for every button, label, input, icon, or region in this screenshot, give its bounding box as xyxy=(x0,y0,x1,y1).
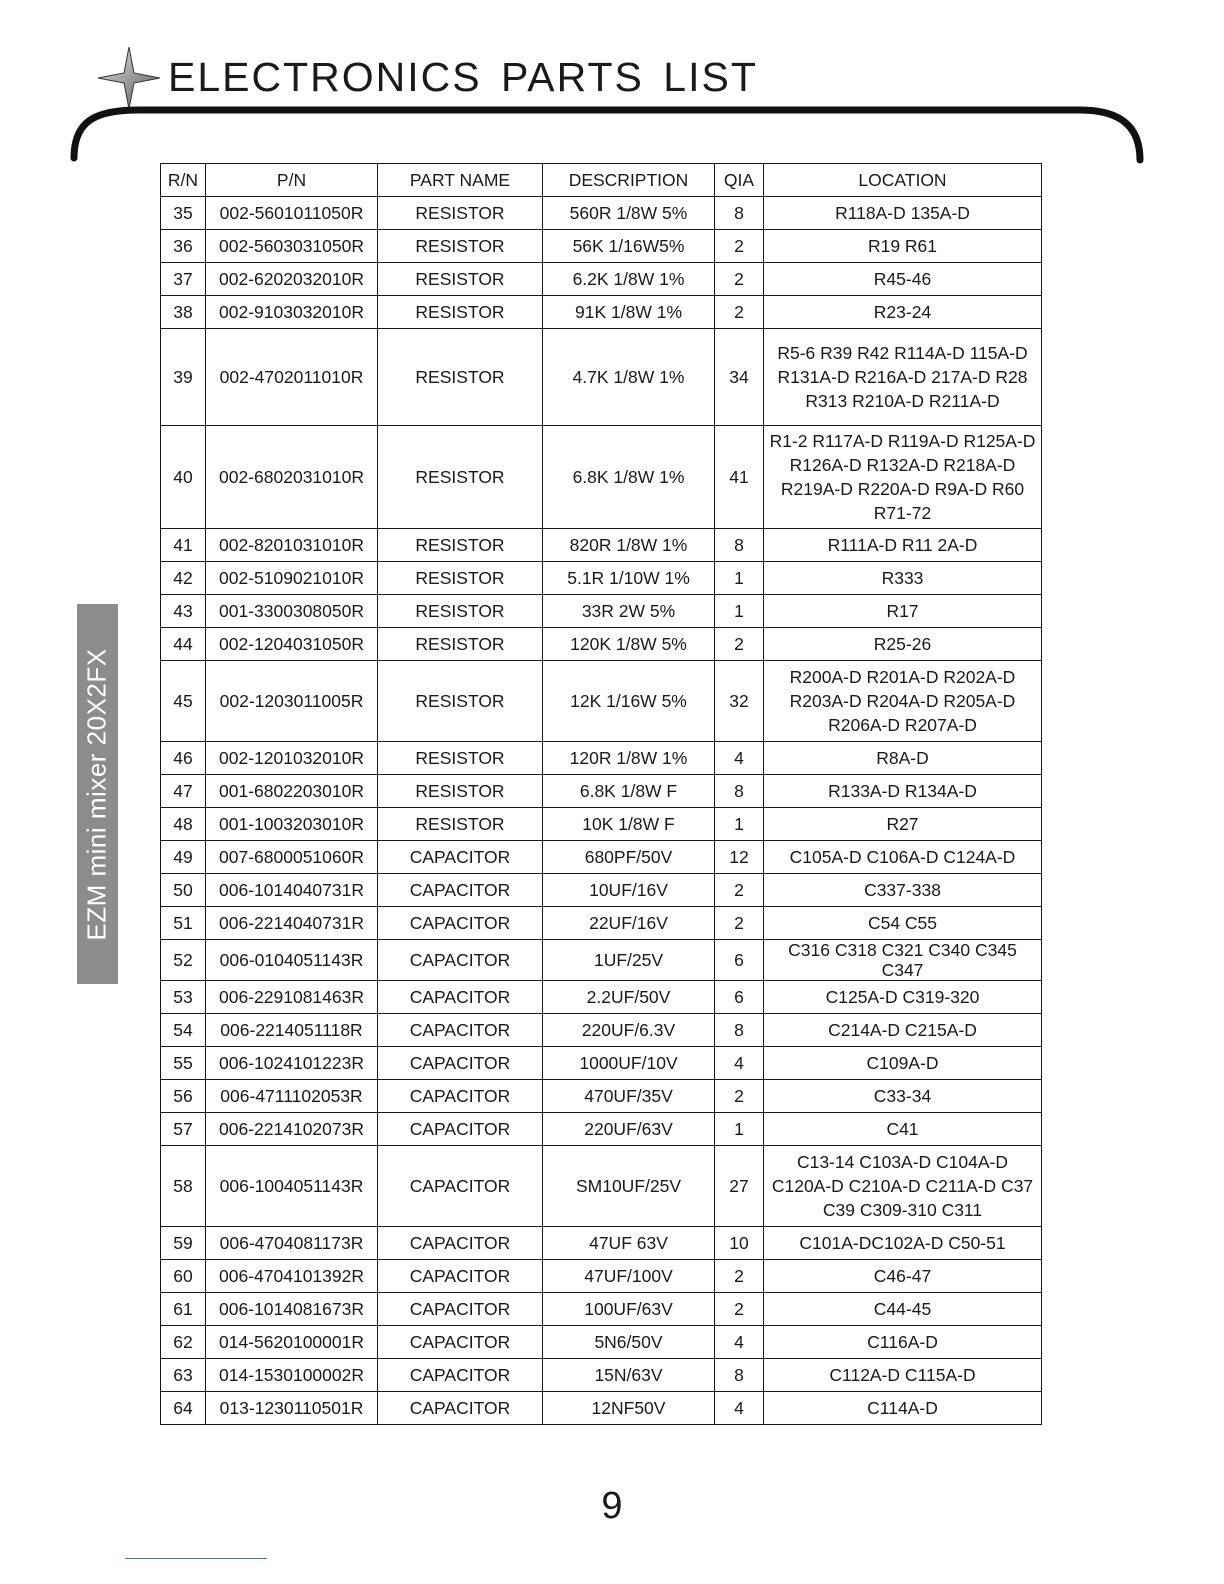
description-cell: 33R 2W 5% xyxy=(543,595,715,628)
description-cell: 470UF/35V xyxy=(543,1080,715,1113)
part-name-cell: RESISTOR xyxy=(378,529,543,562)
part-number-cell: 002-5603031050R xyxy=(206,230,378,263)
table-row xyxy=(161,1113,1042,1146)
row-number-cell: 42 xyxy=(161,562,206,595)
quantity-cell: 2 xyxy=(715,1260,764,1293)
part-number-cell: 013-1230110501R xyxy=(206,1392,378,1425)
description-cell: 5.1R 1/10W 1% xyxy=(543,562,715,595)
description-cell: 6.2K 1/8W 1% xyxy=(543,263,715,296)
location-cell: C114A-D xyxy=(764,1392,1042,1425)
quantity-cell: 8 xyxy=(715,1359,764,1392)
location-cell: C337-338 xyxy=(764,874,1042,907)
quantity-cell: 4 xyxy=(715,1392,764,1425)
table-row xyxy=(161,529,1042,562)
part-name-cell: CAPACITOR xyxy=(378,1113,543,1146)
description-cell: 15N/63V xyxy=(543,1359,715,1392)
row-number-cell: 56 xyxy=(161,1080,206,1113)
part-number-cell: 002-4702011010R xyxy=(206,329,378,426)
quantity-cell: 10 xyxy=(715,1227,764,1260)
description-cell: 820R 1/8W 1% xyxy=(543,529,715,562)
part-name-cell: CAPACITOR xyxy=(378,1146,543,1227)
column-header: DESCRIPTION xyxy=(543,164,715,197)
location-cell: R45-46 xyxy=(764,263,1042,296)
row-number-cell: 38 xyxy=(161,296,206,329)
part-name-cell: CAPACITOR xyxy=(378,1080,543,1113)
location-cell: C116A-D xyxy=(764,1326,1042,1359)
part-name-cell: CAPACITOR xyxy=(378,1359,543,1392)
row-number-cell: 49 xyxy=(161,841,206,874)
quantity-cell: 8 xyxy=(715,1014,764,1047)
quantity-cell: 41 xyxy=(715,426,764,529)
description-cell: 22UF/16V xyxy=(543,907,715,940)
part-number-cell: 002-1203011005R xyxy=(206,661,378,742)
part-number-cell: 014-5620100001R xyxy=(206,1326,378,1359)
part-number-cell: 002-1204031050R xyxy=(206,628,378,661)
part-name-cell: RESISTOR xyxy=(378,329,543,426)
part-number-cell: 006-4711102053R xyxy=(206,1080,378,1113)
table-row xyxy=(161,1014,1042,1047)
part-name-cell: CAPACITOR xyxy=(378,874,543,907)
footer-rule xyxy=(125,1558,267,1559)
table-header-row xyxy=(161,164,1042,197)
location-cell: R23-24 xyxy=(764,296,1042,329)
row-number-cell: 43 xyxy=(161,595,206,628)
table-row xyxy=(161,907,1042,940)
description-cell: 2.2UF/50V xyxy=(543,981,715,1014)
description-cell: 56K 1/16W5% xyxy=(543,230,715,263)
row-number-cell: 52 xyxy=(161,940,206,981)
row-number-cell: 51 xyxy=(161,907,206,940)
quantity-cell: 34 xyxy=(715,329,764,426)
table-row xyxy=(161,1146,1042,1227)
part-name-cell: CAPACITOR xyxy=(378,1047,543,1080)
location-cell: R19 R61 xyxy=(764,230,1042,263)
part-name-cell: CAPACITOR xyxy=(378,1392,543,1425)
quantity-cell: 2 xyxy=(715,296,764,329)
row-number-cell: 37 xyxy=(161,263,206,296)
part-name-cell: RESISTOR xyxy=(378,595,543,628)
location-cell: C41 xyxy=(764,1113,1042,1146)
part-number-cell: 006-2214051118R xyxy=(206,1014,378,1047)
column-header: QIA xyxy=(715,164,764,197)
part-name-cell: RESISTOR xyxy=(378,661,543,742)
quantity-cell: 4 xyxy=(715,742,764,775)
part-name-cell: RESISTOR xyxy=(378,775,543,808)
part-number-cell: 002-9103032010R xyxy=(206,296,378,329)
part-name-cell: CAPACITOR xyxy=(378,841,543,874)
description-cell: 120K 1/8W 5% xyxy=(543,628,715,661)
part-name-cell: RESISTOR xyxy=(378,296,543,329)
row-number-cell: 60 xyxy=(161,1260,206,1293)
part-number-cell: 006-1024101223R xyxy=(206,1047,378,1080)
part-number-cell: 014-1530100002R xyxy=(206,1359,378,1392)
part-number-cell: 006-1004051143R xyxy=(206,1146,378,1227)
part-number-cell: 006-2214040731R xyxy=(206,907,378,940)
table-row xyxy=(161,562,1042,595)
part-name-cell: RESISTOR xyxy=(378,562,543,595)
description-cell: 220UF/63V xyxy=(543,1113,715,1146)
table-row xyxy=(161,1080,1042,1113)
description-cell: 680PF/50V xyxy=(543,841,715,874)
description-cell: 4.7K 1/8W 1% xyxy=(543,329,715,426)
quantity-cell: 6 xyxy=(715,940,764,981)
row-number-cell: 41 xyxy=(161,529,206,562)
table-row xyxy=(161,1047,1042,1080)
part-name-cell: RESISTOR xyxy=(378,742,543,775)
part-number-cell: 002-8201031010R xyxy=(206,529,378,562)
row-number-cell: 59 xyxy=(161,1227,206,1260)
side-tab xyxy=(77,604,118,984)
description-cell: 12K 1/16W 5% xyxy=(543,661,715,742)
column-header: P/N xyxy=(206,164,378,197)
table-row xyxy=(161,1260,1042,1293)
quantity-cell: 2 xyxy=(715,907,764,940)
quantity-cell: 2 xyxy=(715,230,764,263)
table-row xyxy=(161,628,1042,661)
part-name-cell: RESISTOR xyxy=(378,230,543,263)
row-number-cell: 54 xyxy=(161,1014,206,1047)
table-row xyxy=(161,1227,1042,1260)
quantity-cell: 2 xyxy=(715,1080,764,1113)
description-cell: 47UF 63V xyxy=(543,1227,715,1260)
part-name-cell: CAPACITOR xyxy=(378,1326,543,1359)
location-cell: R8A-D xyxy=(764,742,1042,775)
part-number-cell: 002-1201032010R xyxy=(206,742,378,775)
table-row xyxy=(161,230,1042,263)
row-number-cell: 39 xyxy=(161,329,206,426)
part-name-cell: RESISTOR xyxy=(378,628,543,661)
quantity-cell: 8 xyxy=(715,775,764,808)
table-row xyxy=(161,1392,1042,1425)
table-row xyxy=(161,981,1042,1014)
location-cell: R1-2 R117A-D R119A-D R125A-D R126A-D R132A-D R218A-D R219A-D R220A-D R9A-D R60 R71-72 xyxy=(764,426,1042,529)
quantity-cell: 2 xyxy=(715,874,764,907)
location-cell: C54 C55 xyxy=(764,907,1042,940)
description-cell: SM10UF/25V xyxy=(543,1146,715,1227)
row-number-cell: 46 xyxy=(161,742,206,775)
row-number-cell: 53 xyxy=(161,981,206,1014)
location-cell: R111A-D R11 2A-D xyxy=(764,529,1042,562)
quantity-cell: 4 xyxy=(715,1326,764,1359)
location-cell: R5-6 R39 R42 R114A-D 115A-D R131A-D R216A-D 217A-D R28 R313 R210A-D R211A-D xyxy=(764,329,1042,426)
table-row xyxy=(161,742,1042,775)
location-cell: C44-45 xyxy=(764,1293,1042,1326)
part-number-cell: 001-3300308050R xyxy=(206,595,378,628)
row-number-cell: 40 xyxy=(161,426,206,529)
page-number: 9 xyxy=(601,1485,623,1527)
part-name-cell: CAPACITOR xyxy=(378,1227,543,1260)
part-number-cell: 006-1014040731R xyxy=(206,874,378,907)
part-number-cell: 007-6800051060R xyxy=(206,841,378,874)
description-cell: 47UF/100V xyxy=(543,1260,715,1293)
table-row xyxy=(161,1326,1042,1359)
location-cell: C33-34 xyxy=(764,1080,1042,1113)
location-cell: C125A-D C319-320 xyxy=(764,981,1042,1014)
table-row xyxy=(161,197,1042,230)
location-cell: R333 xyxy=(764,562,1042,595)
table-row xyxy=(161,1359,1042,1392)
part-number-cell: 002-5601011050R xyxy=(206,197,378,230)
table-row xyxy=(161,263,1042,296)
part-number-cell: 006-0104051143R xyxy=(206,940,378,981)
part-number-cell: 001-1003203010R xyxy=(206,808,378,841)
part-name-cell: RESISTOR xyxy=(378,808,543,841)
description-cell: 120R 1/8W 1% xyxy=(543,742,715,775)
row-number-cell: 50 xyxy=(161,874,206,907)
quantity-cell: 2 xyxy=(715,628,764,661)
parts-table xyxy=(160,163,1042,1425)
description-cell: 1000UF/10V xyxy=(543,1047,715,1080)
location-cell: C46-47 xyxy=(764,1260,1042,1293)
row-number-cell: 44 xyxy=(161,628,206,661)
part-name-cell: RESISTOR xyxy=(378,197,543,230)
table-row xyxy=(161,1293,1042,1326)
quantity-cell: 1 xyxy=(715,808,764,841)
description-cell: 220UF/6.3V xyxy=(543,1014,715,1047)
row-number-cell: 57 xyxy=(161,1113,206,1146)
quantity-cell: 2 xyxy=(715,1293,764,1326)
location-cell: R200A-D R201A-D R202A-D R203A-D R204A-D R205A-D R206A-D R207A-D xyxy=(764,661,1042,742)
description-cell: 5N6/50V xyxy=(543,1326,715,1359)
location-cell: R25-26 xyxy=(764,628,1042,661)
location-cell: R133A-D R134A-D xyxy=(764,775,1042,808)
location-cell: R17 xyxy=(764,595,1042,628)
quantity-cell: 32 xyxy=(715,661,764,742)
quantity-cell: 1 xyxy=(715,595,764,628)
description-cell: 10UF/16V xyxy=(543,874,715,907)
description-cell: 91K 1/8W 1% xyxy=(543,296,715,329)
part-name-cell: RESISTOR xyxy=(378,263,543,296)
quantity-cell: 12 xyxy=(715,841,764,874)
description-cell: 100UF/63V xyxy=(543,1293,715,1326)
location-cell: C101A-DC102A-D C50-51 xyxy=(764,1227,1042,1260)
quantity-cell: 1 xyxy=(715,562,764,595)
table-row xyxy=(161,874,1042,907)
row-number-cell: 61 xyxy=(161,1293,206,1326)
description-cell: 10K 1/8W F xyxy=(543,808,715,841)
column-header: PART NAME xyxy=(378,164,543,197)
row-number-cell: 64 xyxy=(161,1392,206,1425)
row-number-cell: 45 xyxy=(161,661,206,742)
description-cell: 6.8K 1/8W F xyxy=(543,775,715,808)
table-row xyxy=(161,661,1042,742)
side-tab-label: EZM mini mixer 20X2FX xyxy=(82,647,113,941)
row-number-cell: 47 xyxy=(161,775,206,808)
row-number-cell: 58 xyxy=(161,1146,206,1227)
table-row xyxy=(161,595,1042,628)
part-number-cell: 002-6202032010R xyxy=(206,263,378,296)
table-row xyxy=(161,296,1042,329)
table-row xyxy=(161,940,1042,981)
table-row xyxy=(161,329,1042,426)
part-number-cell: 006-4704101392R xyxy=(206,1260,378,1293)
page-title: ELECTRONICS PARTS LIST xyxy=(168,54,758,100)
location-cell: C109A-D xyxy=(764,1047,1042,1080)
table-row xyxy=(161,775,1042,808)
row-number-cell: 35 xyxy=(161,197,206,230)
row-number-cell: 63 xyxy=(161,1359,206,1392)
location-cell: C214A-D C215A-D xyxy=(764,1014,1042,1047)
table-row xyxy=(161,808,1042,841)
part-name-cell: CAPACITOR xyxy=(378,940,543,981)
quantity-cell: 27 xyxy=(715,1146,764,1227)
part-number-cell: 002-6802031010R xyxy=(206,426,378,529)
location-cell: C105A-D C106A-D C124A-D xyxy=(764,841,1042,874)
description-cell: 560R 1/8W 5% xyxy=(543,197,715,230)
column-header: LOCATION xyxy=(764,164,1042,197)
quantity-cell: 2 xyxy=(715,263,764,296)
part-number-cell: 006-2214102073R xyxy=(206,1113,378,1146)
part-name-cell: RESISTOR xyxy=(378,426,543,529)
table-row xyxy=(161,426,1042,529)
part-number-cell: 002-5109021010R xyxy=(206,562,378,595)
location-cell: C316 C318 C321 C340 C345 C347 xyxy=(764,940,1042,981)
part-number-cell: 006-1014081673R xyxy=(206,1293,378,1326)
description-cell: 6.8K 1/8W 1% xyxy=(543,426,715,529)
part-name-cell: CAPACITOR xyxy=(378,1014,543,1047)
quantity-cell: 8 xyxy=(715,197,764,230)
part-name-cell: CAPACITOR xyxy=(378,1293,543,1326)
part-name-cell: CAPACITOR xyxy=(378,1260,543,1293)
location-cell: R27 xyxy=(764,808,1042,841)
part-number-cell: 006-4704081173R xyxy=(206,1227,378,1260)
row-number-cell: 62 xyxy=(161,1326,206,1359)
quantity-cell: 4 xyxy=(715,1047,764,1080)
table-row xyxy=(161,841,1042,874)
description-cell: 1UF/25V xyxy=(543,940,715,981)
part-name-cell: CAPACITOR xyxy=(378,907,543,940)
location-cell: R118A-D 135A-D xyxy=(764,197,1042,230)
row-number-cell: 55 xyxy=(161,1047,206,1080)
quantity-cell: 8 xyxy=(715,529,764,562)
location-cell: C112A-D C115A-D xyxy=(764,1359,1042,1392)
part-name-cell: CAPACITOR xyxy=(378,981,543,1014)
part-number-cell: 006-2291081463R xyxy=(206,981,378,1014)
quantity-cell: 6 xyxy=(715,981,764,1014)
quantity-cell: 1 xyxy=(715,1113,764,1146)
column-header: R/N xyxy=(161,164,206,197)
row-number-cell: 36 xyxy=(161,230,206,263)
part-number-cell: 001-6802203010R xyxy=(206,775,378,808)
description-cell: 12NF50V xyxy=(543,1392,715,1425)
row-number-cell: 48 xyxy=(161,808,206,841)
location-cell: C13-14 C103A-D C104A-D C120A-D C210A-D C211A-D C37 C39 C309-310 C311 xyxy=(764,1146,1042,1227)
